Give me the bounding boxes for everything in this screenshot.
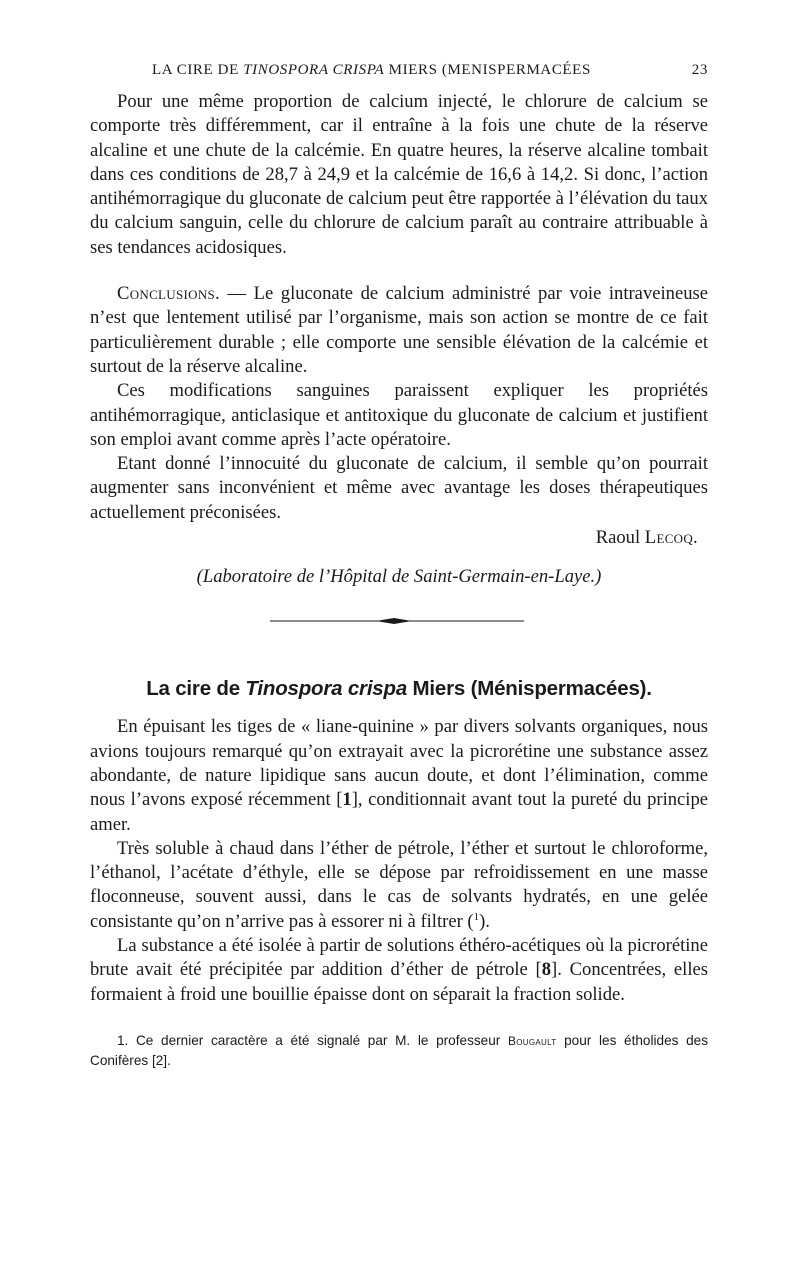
running-head <box>90 58 708 84</box>
footnote: 1. Ce dernier caractère a été signalé par M. le professeur Bougault pour les étholides des Conifères [2]. <box>90 1032 709 1068</box>
reference-link: 1 <box>342 789 352 811</box>
paragraph-blood-modifications: Ces modifications sanguines paraissent expliquer les propriétés antihémorragique, anticlasique et antitoxique du gluconate de calcium et justifient son emploi avant comme après l’acte opératoire. <box>90 380 708 450</box>
article-title: La cire de Tinospora crispa Miers (Ménispermacées). <box>146 677 652 701</box>
running-head-title: LA CIRE DE TINOSPORA CRISPA MIERS (MENISPERMACÉES <box>152 62 591 78</box>
divider-ornament-icon <box>270 611 524 631</box>
paragraph-isolation: La substance a été isolée à partir de solutions éthéro-acétiques où la picrorétine brute avait été précipitée par addition d’éther de pétrole [8]. Concentrées, elles formaient à froid une bouillie épaisse dont on séparait la fraction solide. <box>90 935 708 1005</box>
paragraph-extraction: En épuisant les tiges de « liane-quinine » par divers solvants organiques, nous avions toujours remarqué qu’on extrayait avec la picrorétine une substance assez abondante, de nature lipidique sans aucun doute, et dont l’élimination, comme nous l’avons exposé récemment [1], conditionnait avant tout la pureté du principe amer. <box>90 716 708 835</box>
author-signature: Raoul Lecoq. <box>595 527 698 549</box>
footnote-name: Bougault <box>507 1033 557 1048</box>
section-divider-ornament <box>90 611 708 631</box>
paragraph-conclusions: Conclusions. — Le gluconate de calcium administré par voie intraveineuse n’est que lentement utilisé par l’organisme, mais son action se montre de ce fait particulièrement durable ; elle comporte une sensible élévation de la calcémie et surtout de la réserve alcaline. <box>90 283 708 377</box>
page <box>90 58 708 1071</box>
conclusions-label: Conclusions. <box>117 283 220 305</box>
running-head-genus: TINOSPORA CRISPA <box>243 62 385 78</box>
paragraph-solubility: Très soluble à chaud dans l’éther de pétrole, l’éther et surtout le chloroforme, l’éthanol, l’acétate d’éthyle, elle se dépose par refroidissement en une masse floconneuse, souvent aussi, dans le cas de solvants hydratés, en une gelée consistante qu’on n’arrive pas à essorer ni à filtrer ($^1$). <box>90 837 708 932</box>
footnote-marker: 1 <box>473 910 480 923</box>
page-number: 23 <box>691 62 708 78</box>
reference-link: 8 <box>541 959 552 981</box>
paragraph-calcium-chloride: Pour une même proportion de calcium injecté, le chlorure de calcium se comporte très différemment, car il entraîne à la fois une chute de la réserve alcaline et une chute de la calcémie. En quatre heures, la réserve alcaline tombait dans ces conditions de 28,7 à 24,9 et la calcémie de 16,6 à 14,2. Si donc, l’action antihémorragique du gluconate de calcium peut être rapportée à l’élévation du taux du calcium sanguin, celle du chlorure de calcium paraît au contraire attribuable à ses tendances acidosiques. <box>90 91 708 258</box>
paragraph-innocuity: Etant donné l’innocuité du gluconate de calcium, il semble qu’on pourrait augmenter sans inconvénient et même avec avantage les doses thérapeutiques actuellement préconisées. <box>90 453 708 523</box>
article-title-genus: Tinospora crispa <box>245 677 408 701</box>
laboratory-affiliation: (Laboratoire de l’Hôpital de Saint-Germain-en-Laye.) <box>196 566 602 588</box>
